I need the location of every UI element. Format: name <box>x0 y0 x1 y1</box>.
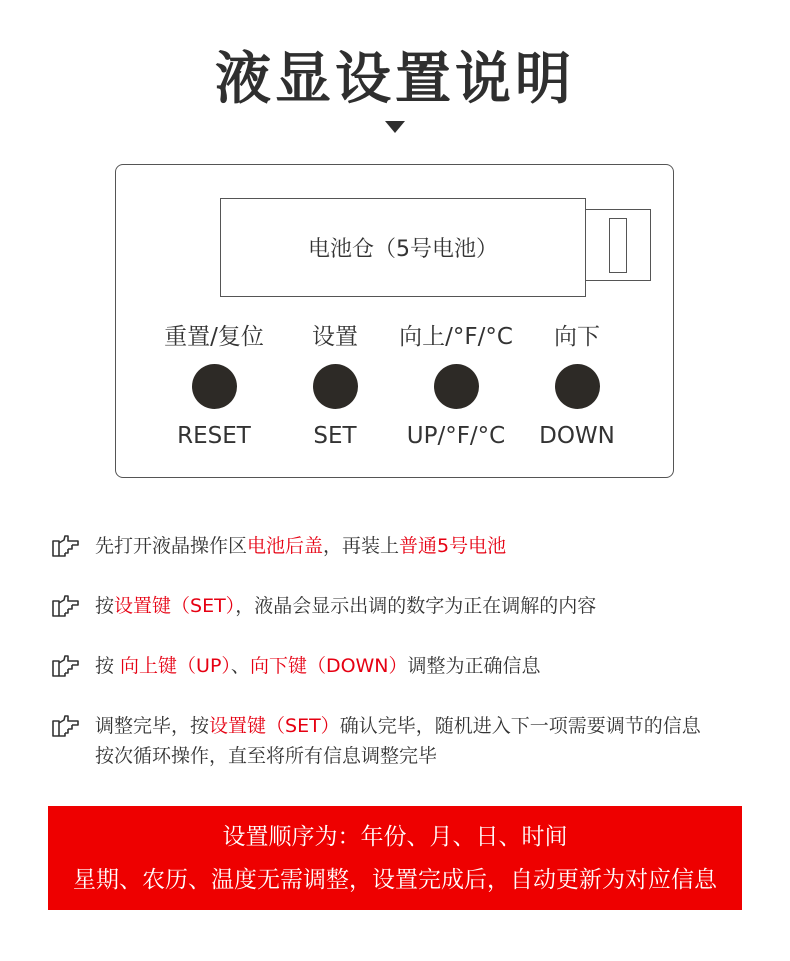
step4-text-a: 调整完毕，按 <box>95 715 210 737</box>
down-button-group <box>497 318 657 455</box>
step3-highlight-down: 向下键（DOWN） <box>249 655 408 677</box>
step3-text-c: 调整为正确信息 <box>407 655 541 677</box>
page-title: 液显设置说明 <box>215 47 575 112</box>
step3-highlight-up: 向上键（UP） <box>120 655 231 677</box>
banner-line-1: 设置顺序为：年份、月、日、时间 <box>222 824 568 850</box>
down-button[interactable] <box>555 364 600 409</box>
down-label-en: DOWN <box>539 423 615 449</box>
down-label-cn: 向下 <box>554 324 600 350</box>
banner-line-2: 星期、农历、温度无需调整，设置完成后，自动更新为对应信息 <box>73 867 717 893</box>
set-label-en: SET <box>313 423 357 449</box>
battery-compartment <box>220 198 586 297</box>
set-label-cn: 设置 <box>312 324 358 350</box>
step3-text-b: 、 <box>230 655 250 677</box>
step1-text-a: 先打开液晶操作区 <box>95 535 248 557</box>
pointing-hand-icon <box>50 652 80 680</box>
battery-label: 电池仓（5号电池） <box>308 237 498 262</box>
pointing-hand-icon <box>50 532 80 560</box>
step4-text-b: 确认完毕，随机进入下一项需要调节的信息 <box>339 715 701 737</box>
step2-text-b: ，液晶会显示出调的数字为正在调解的内容 <box>235 595 597 617</box>
step2-text-a: 按 <box>95 595 115 617</box>
step4-text-c: 按次循环操作，直至将所有信息调整完毕 <box>95 745 438 767</box>
step3-text-a: 按 <box>95 655 121 677</box>
set-button[interactable] <box>313 364 358 409</box>
reset-label-cn: 重置/复位 <box>164 324 264 350</box>
down-triangle-icon <box>385 121 405 133</box>
reset-label-en: RESET <box>177 423 251 449</box>
reset-button[interactable] <box>192 364 237 409</box>
step1-highlight-battery: 普通5号电池 <box>399 535 507 557</box>
up-button[interactable] <box>434 364 479 409</box>
step1-text-b: ，再装上 <box>323 535 400 557</box>
battery-cover-slot <box>609 218 627 273</box>
setting-order-banner <box>48 806 742 910</box>
up-label-cn: 向上/°F/°C <box>399 324 513 350</box>
pointing-hand-icon <box>50 712 80 740</box>
up-label-en: UP/°F/°C <box>406 423 506 449</box>
step4-highlight-set: 设置键（SET） <box>209 715 340 737</box>
step2-highlight-set: 设置键（SET） <box>114 595 236 617</box>
step1-highlight-cover: 电池后盖 <box>247 535 324 557</box>
pointing-hand-icon <box>50 592 80 620</box>
